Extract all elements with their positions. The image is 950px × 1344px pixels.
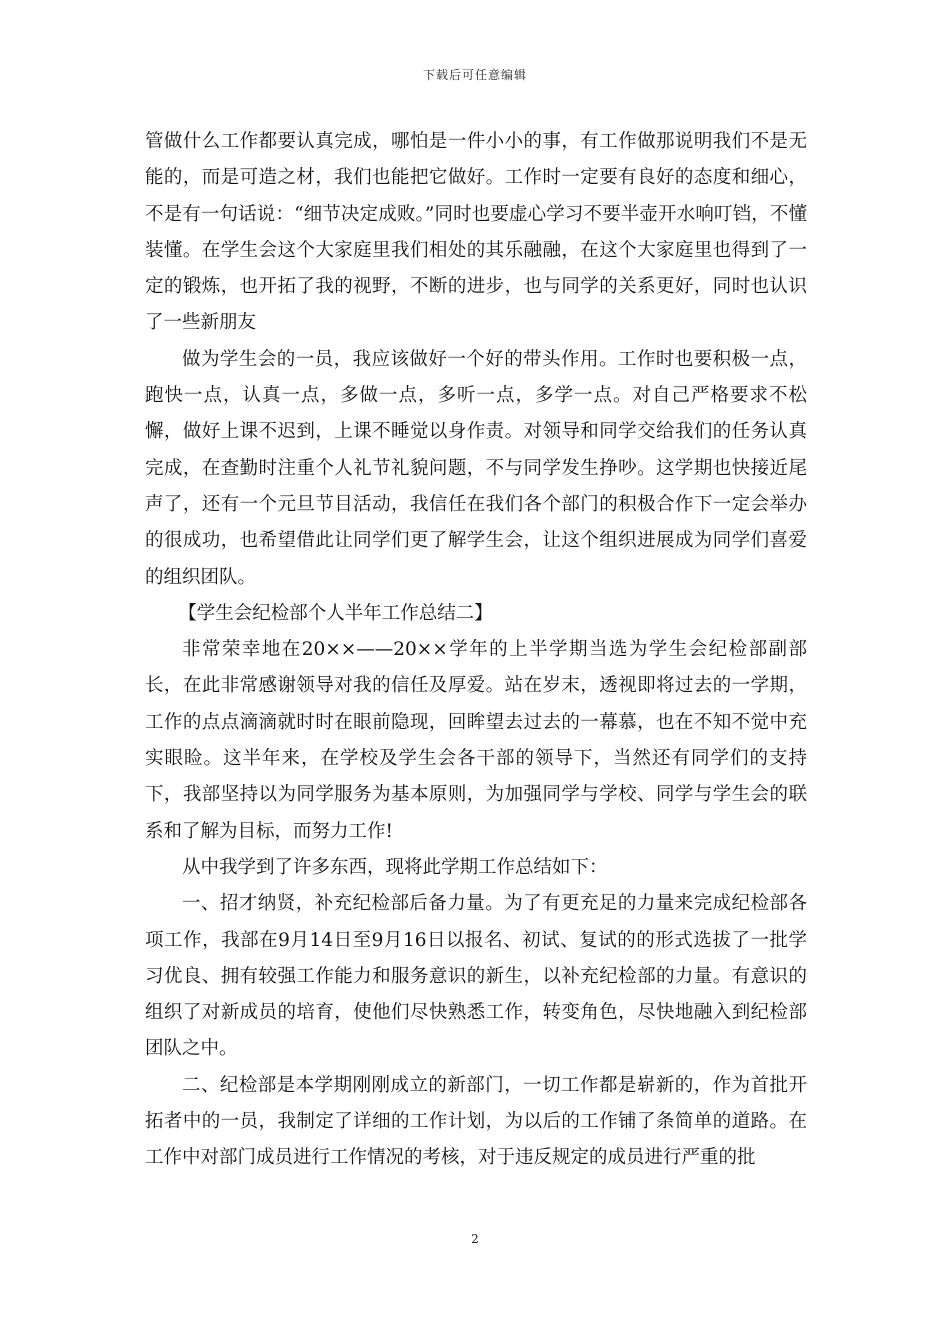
paragraph-continued: 管做什么工作都要认真完成，哪怕是一件小小的事，有工作做那说明我们不是无能的，而是可造之材，我们也能把它做好。工作时一定要有良好的态度和细心，不是有一句话说：“细节决定成败。”同时也要虚心学习不要半壶开水响叮铛，不懂装懂。在学生会这个大家庭里我们相处的其乐融融，在这个大家庭里也得到了一定的锻炼，也开拓了我的视野，不断的进步，也与同学的关系更好，同时也认识了一些新朋友 — [145, 131, 807, 334]
page-number: 2 — [471, 1232, 479, 1246]
paragraph-summary-intro: 从中我学到了许多东西，现将此学期工作总结如下： — [182, 856, 608, 878]
document-body — [145, 124, 807, 1177]
page-header: 下载后可任意编辑 — [422, 68, 527, 82]
paragraph-item-two: 二、纪检部是本学期刚刚成立的新部门，一切工作都是崭新的，作为首批开拓者中的一员，我制定了详细的工作计划，为以后的工作铺了条简单的道路。在工作中对部门成员进行工作情况的考核，对于违反规定的成员进行严重的批 — [145, 1074, 807, 1169]
paragraph-introduction: 非常荣幸地在20××——20××学年的上半学期当选为学生会纪检部副部长，在此非常感谢领导对我的信任及厚爱。站在岁末，透视即将过去的一学期，工作的点点滴滴就时时在眼前隐现，回眸望去过去的一幕慕，也在不知不觉中充实眼睑。这半年来，在学校及学生会各干部的领导下，当然还有同学们的支持下，我部坚持以为同学服务为基本原则，为加强同学与学校、同学与学生会的联系和了解为目标，而努力工作! — [145, 639, 807, 842]
section-heading: 【学生会纪检部个人半年工作总结二】 — [178, 602, 493, 624]
paragraph-item-one: 一、招才纳贤，补充纪检部后备力量。为了有更充足的力量来完成纪检部各项工作，我部在9月14日至9月16日以报名、初试、复试的的形式选拔了一批学习优良、拥有较强工作能力和服务意识的新生，以补充纪检部的力量。有意识的组织了对新成员的培育，使他们尽快熟悉工作，转变角色，尽快地融入到纪检部团队之中。 — [145, 893, 807, 1060]
paragraph-student-union-role: 做为学生会的一员，我应该做好一个好的带头作用。工作时也要积极一点，跑快一点，认真一点，多做一点，多听一点，多学一点。对自己严格要求不松懈，做好上课不迟到，上课不睡觉以身作责。对领导和同学交给我们的任务认真完成，在查勤时注重个人礼节礼貌问题，不与同学发生挣吵。这学期也快接近尾声了，还有一个元旦节目活动，我信任在我们各个部门的积极合作下一定会举办的很成功，也希望借此让同学们更了解学生会，让这个组织进展成为同学们喜爱的组织团队。 — [145, 348, 807, 588]
